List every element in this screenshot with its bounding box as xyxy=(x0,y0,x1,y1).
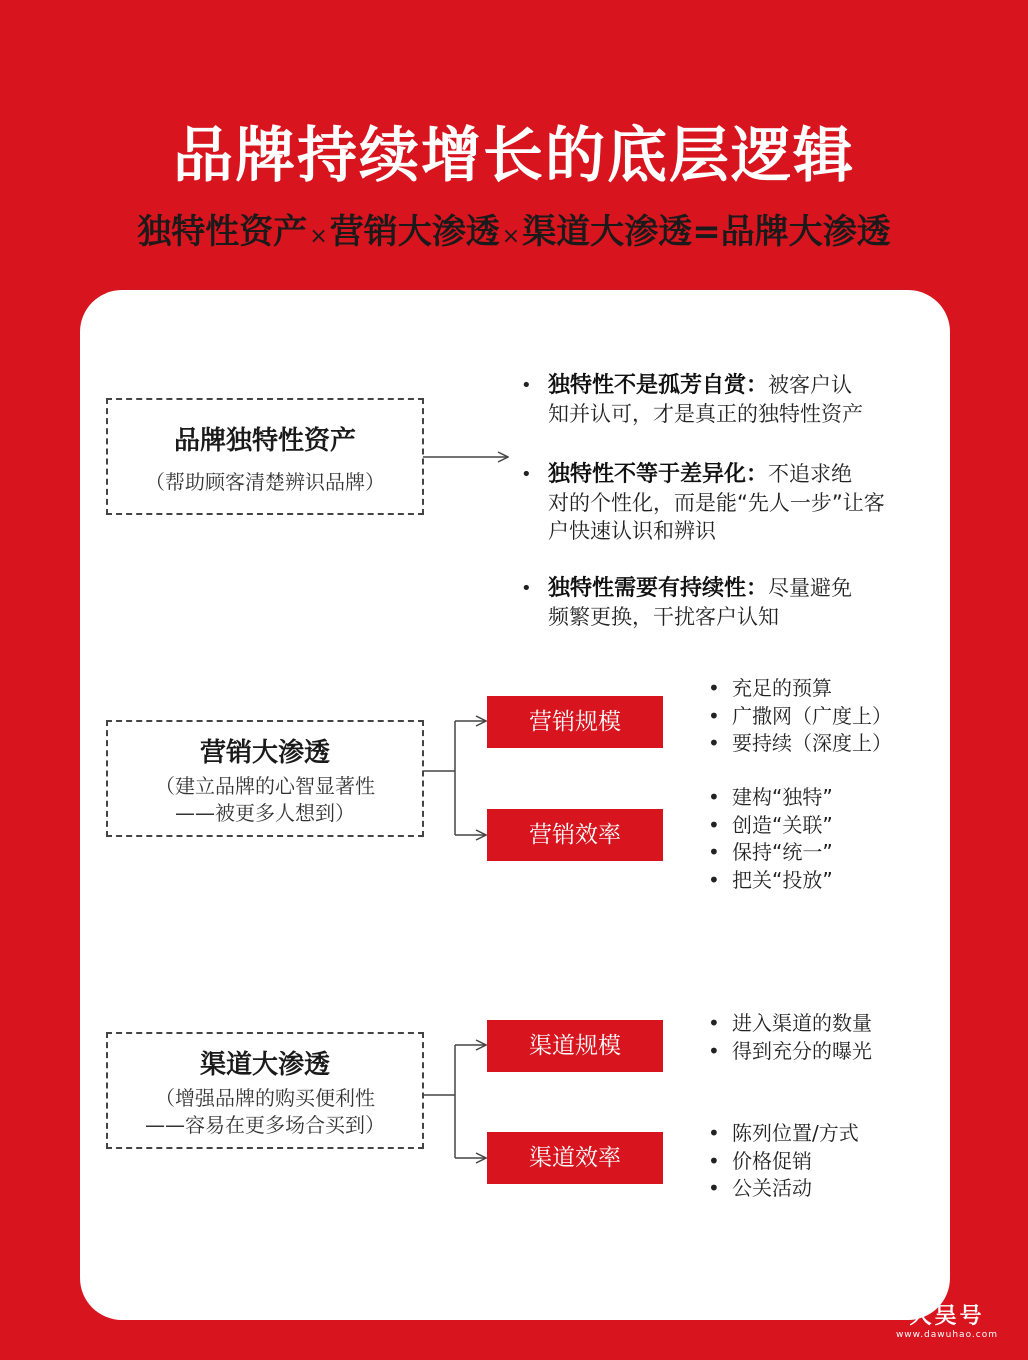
formula-term-1: 独特性资产 xyxy=(137,212,308,252)
watermark-url: www.dawuhao.com xyxy=(895,1330,998,1340)
marketing-scale-label: 营销规模 xyxy=(487,696,663,748)
bracket-channel xyxy=(423,1045,486,1158)
watermark-main: 大吴号 xyxy=(909,1303,985,1329)
list-item: • 广撒网（广度上） xyxy=(706,703,892,731)
box-brand-assets-title: 品牌独特性资产 xyxy=(173,426,356,456)
formula-result: =品牌大渗透 xyxy=(692,212,891,252)
watermark xyxy=(896,1299,998,1340)
list-item: • 创造“关联” xyxy=(706,812,833,840)
channel-scale-list xyxy=(706,1010,872,1065)
list-item: • 陈列位置/方式 xyxy=(706,1120,859,1148)
list-item: • 要持续（深度上） xyxy=(706,730,892,758)
list-item: • 得到充分的曝光 xyxy=(706,1038,872,1066)
bullet-dot-3: • xyxy=(521,578,532,599)
list-item: • 充足的预算 xyxy=(706,675,892,703)
box-channel-penetration xyxy=(106,1032,424,1149)
box-brand-assets xyxy=(106,398,424,515)
marketing-efficiency-list xyxy=(706,784,833,894)
box-channel-sub-1: （增强品牌的购买便利性 xyxy=(155,1086,375,1110)
list-item: • 价格促销 xyxy=(706,1148,859,1176)
channel-scale-label: 渠道规模 xyxy=(487,1020,663,1072)
box-marketing-sub-2: ——被更多人想到） xyxy=(175,801,355,825)
page-title: 品牌持续增长的底层逻辑 xyxy=(173,121,855,191)
box-marketing-title: 营销大渗透 xyxy=(199,738,330,768)
box-marketing-penetration xyxy=(106,720,424,837)
formula-op-1: × xyxy=(309,224,328,249)
list-item: • 把关“投放” xyxy=(706,867,833,895)
assets-point-3: 独特性需要有持续性：尽量避免 频繁更换，干扰客户认知 xyxy=(548,576,853,629)
list-item: • 进入渠道的数量 xyxy=(706,1010,872,1038)
list-item: • 公关活动 xyxy=(706,1175,859,1203)
bracket-marketing xyxy=(423,721,486,835)
list-item: • 建构“独特” xyxy=(706,784,833,812)
assets-point-1: 独特性不是孤芳自赏：被客户认 知并认可，才是真正的独特性资产 xyxy=(548,373,863,426)
channel-efficiency-label: 渠道效率 xyxy=(487,1132,663,1184)
marketing-efficiency-label: 营销效率 xyxy=(487,809,663,861)
channel-efficiency-list xyxy=(706,1120,859,1203)
bullet-dot-2: • xyxy=(521,464,532,485)
box-brand-assets-sub: （帮助顾客清楚辨识品牌） xyxy=(145,470,385,494)
formula-op-2: × xyxy=(501,224,521,249)
box-channel-sub-2: ——容易在更多场合买到） xyxy=(145,1113,385,1137)
formula-term-2: 营销大渗透 xyxy=(329,212,500,252)
formula-term-3: 渠道大渗透 xyxy=(522,212,693,252)
box-channel-title: 渠道大渗透 xyxy=(199,1050,330,1080)
marketing-scale-list xyxy=(706,675,892,758)
assets-point-2: 独特性不等于差异化：不追求绝 对的个性化，而是能“先人一步”让客 户快速认识和辨识 xyxy=(548,462,885,543)
box-marketing-sub-1: （建立品牌的心智显著性 xyxy=(155,774,375,798)
bullet-dot-1: • xyxy=(521,375,532,396)
list-item: • 保持“统一” xyxy=(706,839,833,867)
